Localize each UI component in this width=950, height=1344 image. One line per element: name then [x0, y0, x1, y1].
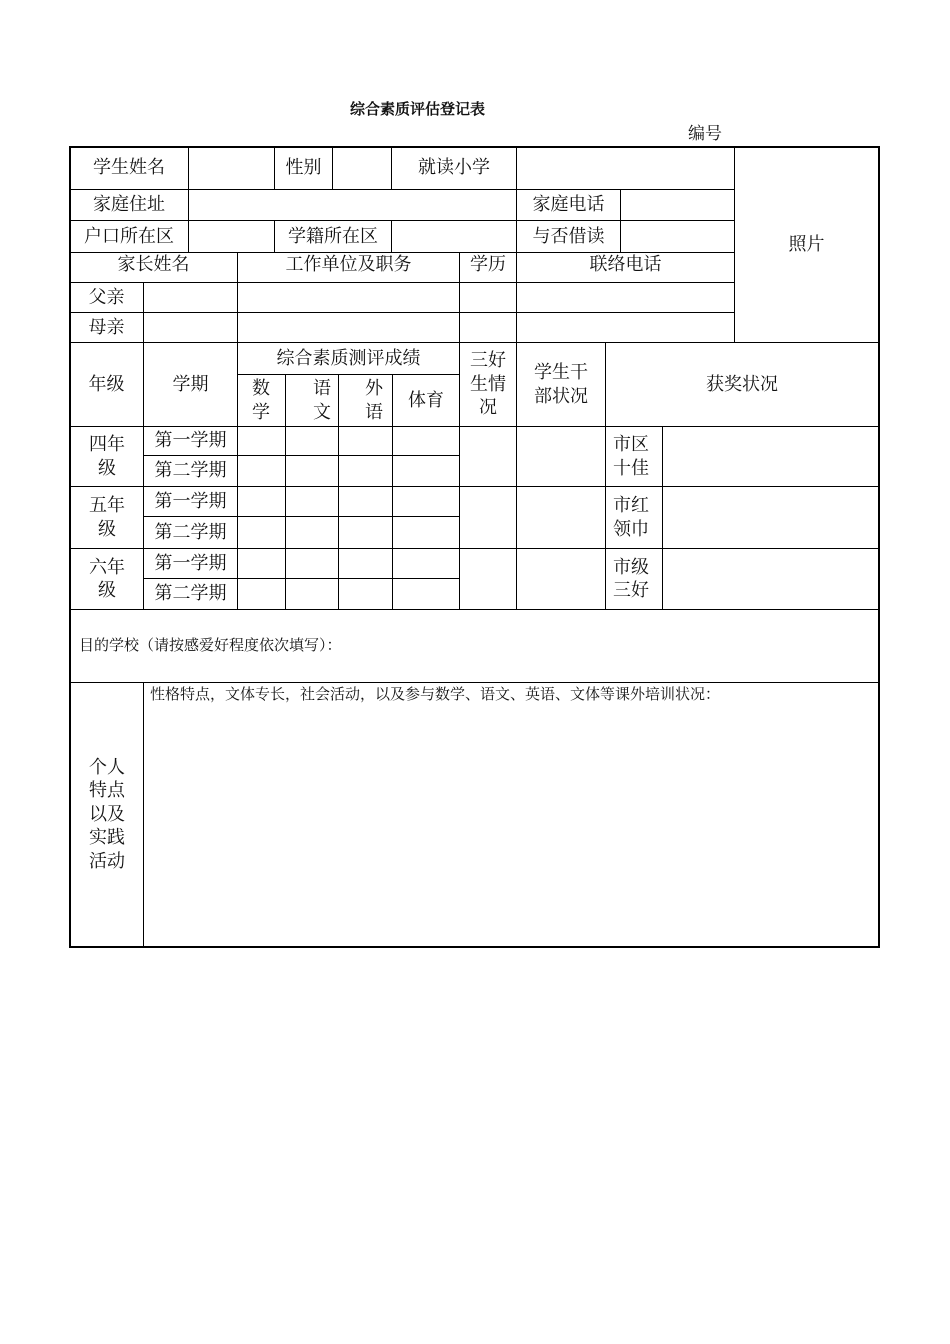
- primary-school-label: 就读小学: [418, 157, 490, 179]
- personal-activities-field[interactable]: [144, 708, 878, 946]
- mother-label: 母亲: [88, 316, 125, 338]
- semester-label: 第二学期: [154, 460, 227, 482]
- award-field[interactable]: [663, 427, 878, 486]
- evaluation-header: 综合素质测评成绩: [276, 347, 421, 369]
- grade-5-label: 五年级: [89, 495, 125, 540]
- father-education-field[interactable]: [460, 283, 516, 312]
- math-header: 数学: [252, 378, 270, 423]
- registry-district-field[interactable]: [392, 221, 516, 252]
- contact-phone-header: 联络电话: [589, 254, 662, 276]
- row-line: [69, 682, 880, 683]
- col-line: [338, 374, 339, 609]
- home-address-field[interactable]: [189, 190, 516, 220]
- home-phone-field[interactable]: [621, 190, 734, 220]
- student-name-label: 学生姓名: [93, 157, 165, 179]
- award-field[interactable]: [663, 487, 878, 548]
- mother-phone-field[interactable]: [517, 313, 734, 342]
- target-school-label[interactable]: 目的学校（请按感爱好程度依次填写）：: [79, 636, 342, 655]
- serial-number-label: 编号: [688, 124, 722, 144]
- personal-activities-prompt[interactable]: 性格特点，文体专长，社会活动，以及参与数学、语文、英语、文体等课外培训状况：: [150, 685, 721, 704]
- education-header: 学历: [470, 254, 506, 276]
- home-address-label: 家庭住址: [93, 194, 165, 216]
- personal-activities-label: 个人特点以及实践活动: [89, 757, 125, 872]
- cadre-status-header: 学生干部状况: [534, 362, 588, 407]
- father-phone-field[interactable]: [517, 283, 734, 312]
- awards-header: 获奖状况: [706, 373, 778, 395]
- gender-field[interactable]: [333, 147, 391, 189]
- semester-label: 第一学期: [154, 552, 227, 574]
- borrow-study-label: 与否借读: [532, 225, 605, 247]
- award-city-top-ten: 市区十佳: [613, 434, 649, 479]
- grade-4-label: 四年级: [89, 434, 125, 479]
- table-border-bottom: [69, 946, 880, 948]
- mother-name-field[interactable]: [144, 313, 237, 342]
- form-title: 综合素质评估登记表: [349, 100, 485, 118]
- table-border-right: [878, 146, 880, 948]
- household-district-field[interactable]: [189, 221, 274, 252]
- home-phone-label: 家庭电话: [532, 194, 605, 216]
- father-label: 父亲: [88, 286, 125, 308]
- col-line: [237, 342, 238, 609]
- pe-header: 体育: [408, 389, 444, 411]
- registry-district-label: 学籍所在区: [288, 225, 378, 247]
- foreign-language-header: 外语: [365, 378, 383, 423]
- semester-label: 第一学期: [154, 490, 227, 512]
- gender-label: 性别: [285, 157, 322, 179]
- borrow-study-field[interactable]: [621, 221, 734, 252]
- photo-box[interactable]: 照片: [788, 233, 825, 255]
- parent-name-header: 家长姓名: [117, 254, 190, 276]
- mother-work-field[interactable]: [238, 313, 459, 342]
- work-unit-header: 工作单位及职务: [285, 254, 412, 276]
- father-work-field[interactable]: [238, 283, 459, 312]
- father-name-field[interactable]: [144, 283, 237, 312]
- household-district-label: 户口所在区: [84, 225, 174, 247]
- semester-label: 第二学期: [154, 583, 227, 605]
- semester-header: 学期: [172, 373, 209, 395]
- grade-header: 年级: [88, 373, 125, 395]
- award-city-three-good: 市级三好: [613, 556, 649, 601]
- col-line: [285, 374, 286, 609]
- semester-label: 第二学期: [154, 521, 227, 543]
- student-name-field[interactable]: [189, 147, 274, 189]
- semester-label: 第一学期: [154, 430, 227, 452]
- award-field[interactable]: [663, 549, 878, 609]
- mother-education-field[interactable]: [460, 313, 516, 342]
- primary-school-field[interactable]: [517, 147, 734, 189]
- grade-6-label: 六年级: [89, 556, 125, 601]
- award-city-red-scarf: 市红领巾: [613, 495, 649, 540]
- three-good-header: 三好生情况: [470, 350, 506, 419]
- chinese-header: 语文: [313, 378, 331, 423]
